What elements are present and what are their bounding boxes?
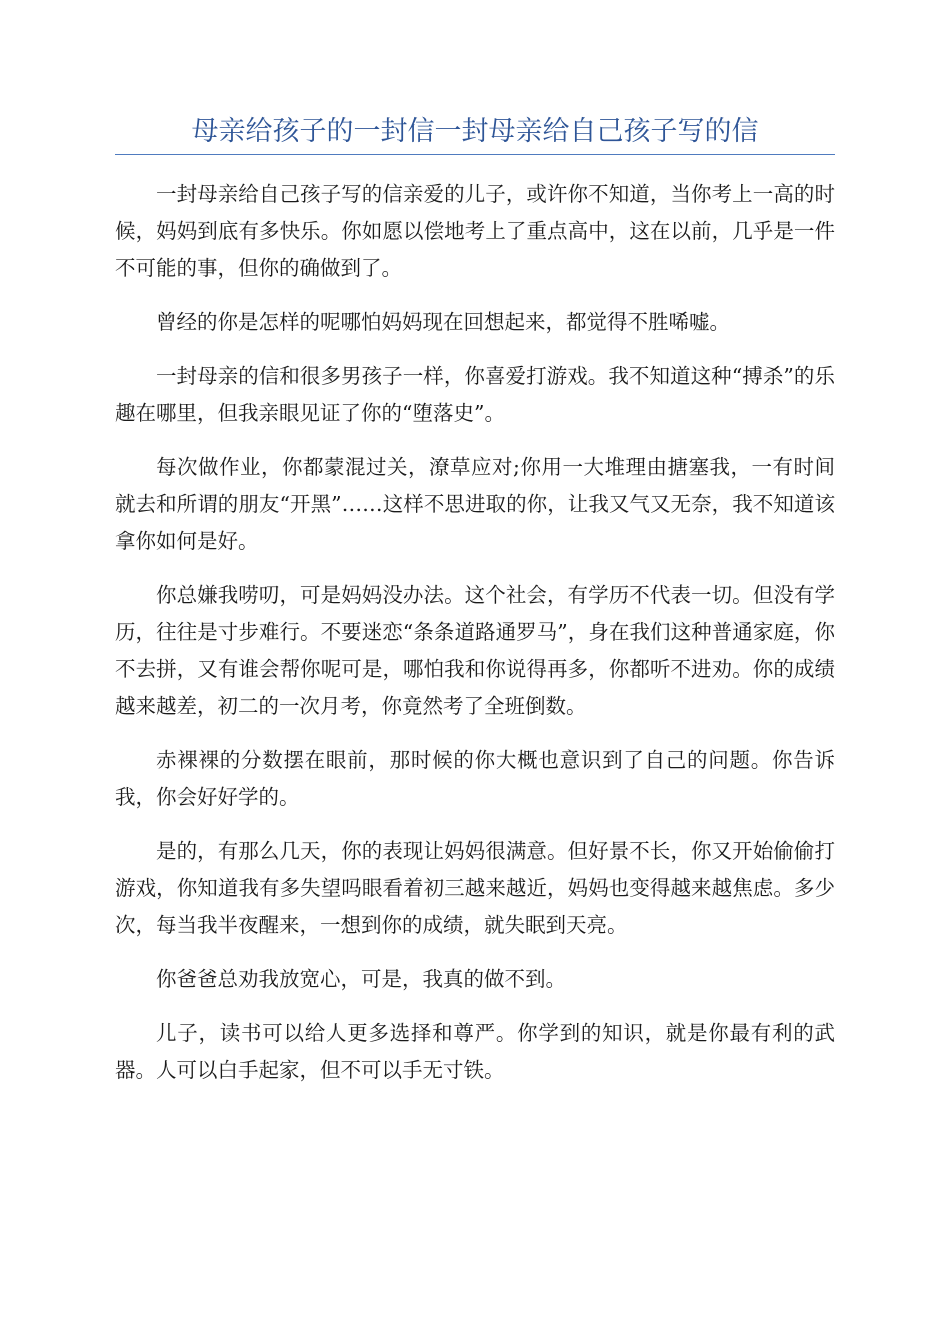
paragraph: 是的，有那么几天，你的表现让妈妈很满意。但好景不长，你又开始偷偷打游戏，你知道我有多失望吗眼看着初三越来越近，妈妈也变得越来越焦虑。多少次，每当我半夜醒来，一想到你的成绩，就失眠到天亮。 bbox=[115, 839, 835, 937]
paragraph: 你总嫌我唠叨，可是妈妈没办法。这个社会，有学历不代表一切。但没有学历，往往是寸步难行。不要迷恋“条条道路通罗马”，身在我们这种普通家庭，你不去拼，又有谁会帮你呢可是，哪怕我和你说得再多，你都听不进劝。你的成绩越来越差，初二的一次月考，你竟然考了全班倒数。 bbox=[115, 583, 835, 718]
paragraph: 一封母亲的信和很多男孩子一样，你喜爱打游戏。我不知道这种“搏杀”的乐趣在哪里，但我亲眼见证了你的“堕落史”。 bbox=[115, 364, 835, 425]
title-block bbox=[115, 112, 835, 155]
paragraph: 曾经的你是怎样的呢哪怕妈妈现在回想起来，都觉得不胜唏嘘。 bbox=[156, 310, 730, 334]
paragraph: 赤裸裸的分数摆在眼前，那时候的你大概也意识到了自己的问题。你告诉我，你会好好学的。 bbox=[115, 748, 835, 809]
paragraph: 你爸爸总劝我放宽心，可是，我真的做不到。 bbox=[156, 967, 566, 991]
paragraph: 每次做作业，你都蒙混过关，潦草应对;你用一大堆理由搪塞我，一有时间就去和所谓的朋友“开黑”……这样不思进取的你，让我又气又无奈，我不知道该拿你如何是好。 bbox=[115, 455, 835, 553]
paragraph: 儿子，读书可以给人更多选择和尊严。你学到的知识，就是你最有利的武器。人可以白手起家，但不可以手无寸铁。 bbox=[115, 1021, 835, 1082]
paragraph: 一封母亲给自己孩子写的信亲爱的儿子，或许你不知道，当你考上一高的时候，妈妈到底有多快乐。你如愿以偿地考上了重点高中，这在以前，几乎是一件不可能的事，但你的确做到了。 bbox=[115, 182, 835, 280]
document-body bbox=[115, 176, 835, 1106]
title-underline bbox=[115, 154, 835, 155]
document-title: 母亲给孩子的一封信一封母亲给自己孩子写的信 bbox=[191, 116, 759, 147]
